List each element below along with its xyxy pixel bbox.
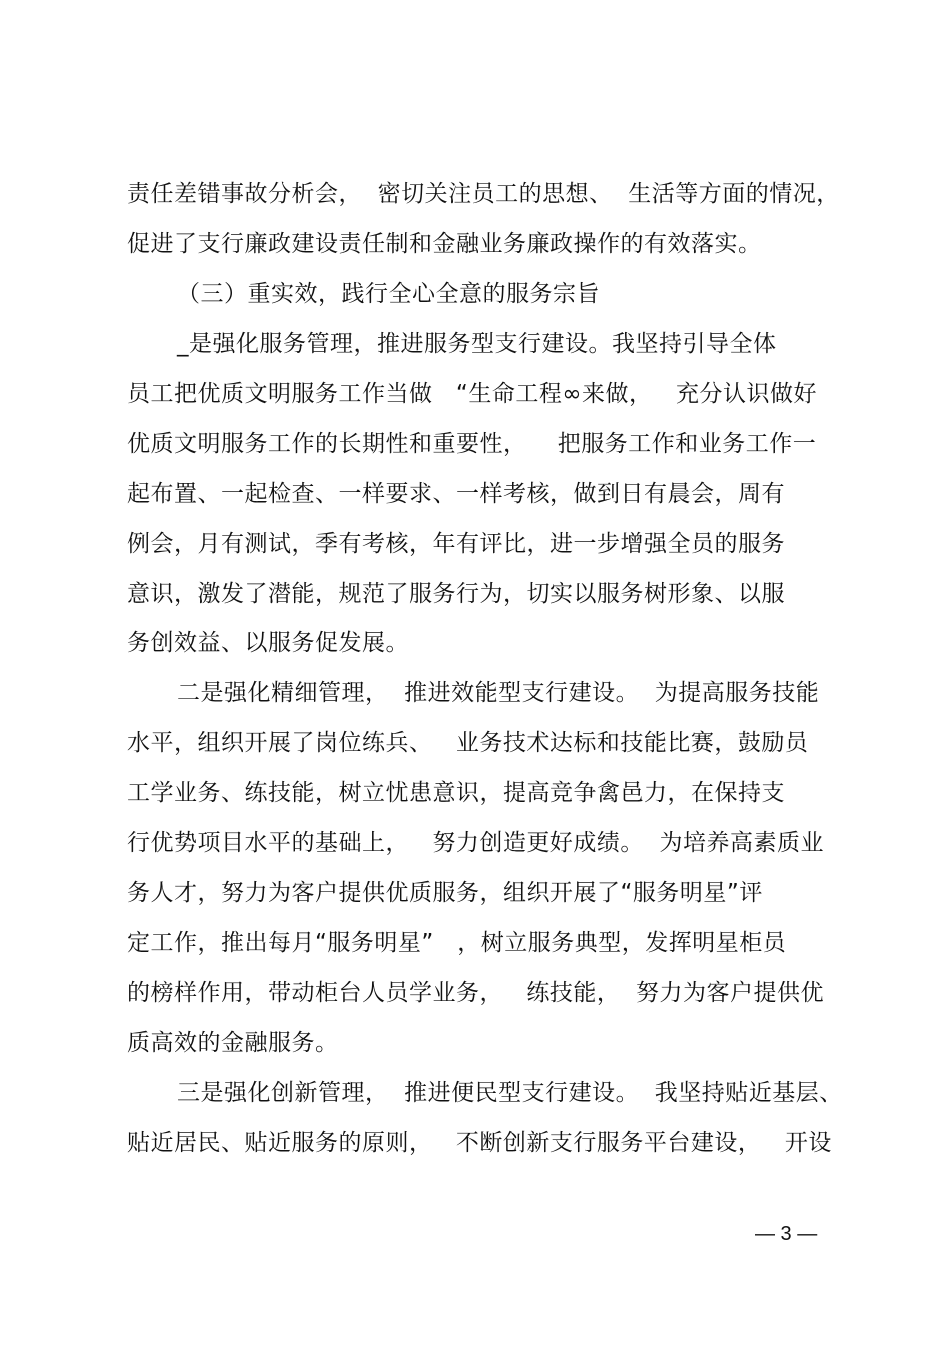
- body-text-line: 二是强化精细管理， 推进效能型支行建设。 为提高服务技能: [177, 680, 820, 706]
- body-text-line: 务创效益、以服务促发展。: [127, 630, 409, 656]
- body-text-line: 务人才，努力为客户提供优质服务，组织开展了“服务明星”评: [127, 880, 763, 906]
- body-text-line: 起布置、一起检查、一样要求、一样考核，做到日有晨会，周有: [127, 481, 785, 507]
- body-text-line: 优质文明服务工作的长期性和重要性， 把服务工作和业务工作一: [127, 431, 817, 457]
- body-text-line: 行优势项目水平的基础上， 努力创造更好成绩。 为培养高素质业: [127, 830, 825, 856]
- body-text-line: 工学业务、练技能，树立忧患意识，提高竞争禽邑力，在保持支: [127, 780, 785, 806]
- body-text-line: 责任差错事故分析会， 密切关注员工的思想、 生活等方面的情况，: [127, 181, 840, 207]
- body-text-line: 质高效的金融服务。: [127, 1030, 339, 1056]
- page-number: — 3 —: [755, 1223, 818, 1245]
- body-text-line: 水平，组织开展了岗位练兵、 业务技术达标和技能比赛，鼓励员: [127, 730, 809, 756]
- body-text-line: 三是强化创新管理， 推进便民型支行建设。 我坚持贴近基层、: [177, 1080, 843, 1106]
- body-text-line: 意识，激发了潜能，规范了服务行为，切实以服务树形象、以服: [127, 581, 785, 607]
- section-heading: （三）重实效，践行全心全意的服务宗旨: [177, 281, 600, 307]
- body-text-line: 的榜样作用，带动柜台人员学业务， 练技能， 努力为客户提供优: [127, 980, 825, 1006]
- body-text-line: 贴近居民、贴近服务的原则， 不断创新支行服务平台建设， 开设: [127, 1130, 832, 1156]
- body-text-line: 定工作，推出每月“服务明星” ，树立服务典型，发挥明星柜员: [127, 930, 787, 956]
- body-text-line: 员工把优质文明服务工作当做 “生命工程∞来做， 充分认识做好: [127, 381, 817, 407]
- body-text-line: _是强化服务管理，推进服务型支行建设。我坚持引导全体: [177, 331, 777, 357]
- body-text-line: 促进了支行廉政建设责任制和金融业务廉政操作的有效落实。: [127, 231, 762, 257]
- body-text-line: 例会，月有测试，季有考核，年有评比，进一步增强全员的服务: [127, 531, 785, 557]
